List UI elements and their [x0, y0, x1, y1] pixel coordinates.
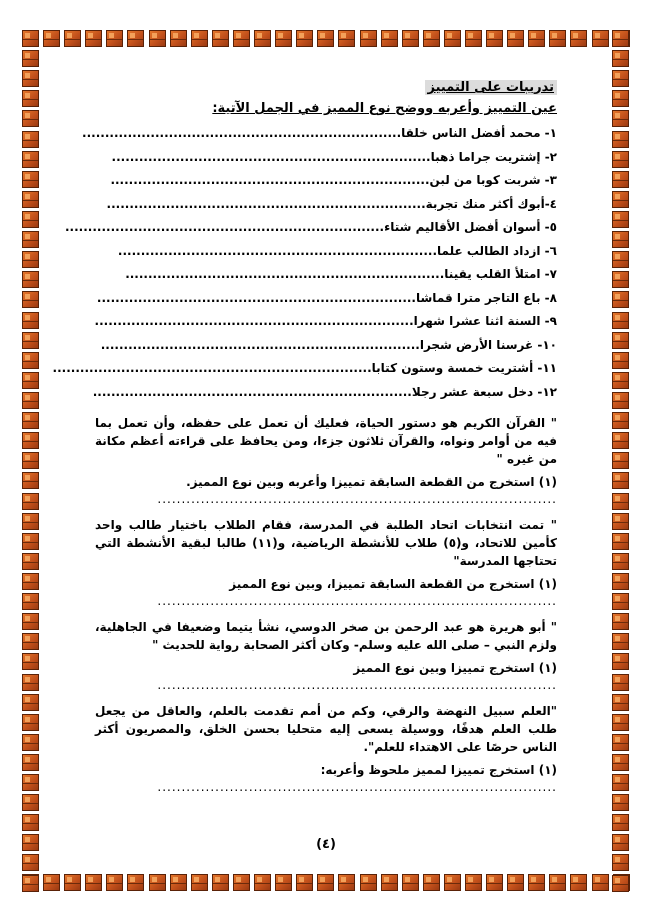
brick-icon	[43, 30, 60, 47]
brick-icon	[22, 50, 39, 67]
brick-icon	[254, 874, 271, 891]
brick-icon	[592, 30, 609, 47]
brick-icon	[254, 30, 271, 47]
brick-icon	[22, 30, 39, 47]
brick-icon	[22, 191, 39, 208]
brick-icon	[22, 171, 39, 188]
brick-icon	[360, 30, 377, 47]
brick-icon	[402, 30, 419, 47]
exercise-item: ٨- باع التاجر مترا قماشا......................................................................	[96, 290, 557, 305]
brick-icon	[612, 714, 629, 731]
brick-icon	[22, 211, 39, 228]
brick-icon	[22, 593, 39, 610]
brick-icon	[423, 874, 440, 891]
exercise-item: ١٢- دخل سبعة عشر رجلا......................................................................	[92, 384, 557, 399]
page-number: (٤)	[316, 837, 336, 852]
answer-line-1: ...................................................................................	[157, 492, 557, 506]
brick-icon	[612, 734, 629, 751]
brick-icon	[22, 291, 39, 308]
brick-icon	[612, 332, 629, 349]
brick-icon	[612, 110, 629, 127]
brick-icon	[170, 874, 187, 891]
brick-icon	[22, 432, 39, 449]
exercise-item: ١١- أشتريت خمسة وستون كتابا......................................................................	[52, 361, 557, 375]
brick-icon	[22, 513, 39, 530]
answer-line-3: ...................................................................................	[157, 678, 557, 692]
brick-icon	[22, 754, 39, 771]
brick-icon	[338, 874, 355, 891]
brick-icon	[444, 30, 461, 47]
brick-icon	[296, 30, 313, 47]
brick-icon	[612, 613, 629, 630]
brick-icon	[127, 30, 144, 47]
brick-icon	[507, 874, 524, 891]
exercise-list	[52, 122, 557, 404]
brick-icon	[191, 874, 208, 891]
brick-icon	[612, 472, 629, 489]
brick-icon	[106, 30, 123, 47]
brick-icon	[22, 734, 39, 751]
brick-icon	[85, 874, 102, 891]
brick-icon	[528, 874, 545, 891]
exercise-item: ٢- إشتريت جراما ذهبا......................................................................	[111, 149, 557, 164]
worksheet-title: تدريبات على التمييز	[425, 80, 557, 95]
brick-icon	[612, 754, 629, 771]
brick-icon	[549, 874, 566, 891]
brick-icon	[22, 131, 39, 148]
brick-icon	[296, 874, 313, 891]
brick-icon	[612, 432, 629, 449]
brick-icon	[212, 874, 229, 891]
exercise-item: ٥- أسوان أفضل الأقاليم شتاء......................................................................	[65, 220, 557, 234]
brick-icon	[612, 372, 629, 389]
brick-icon	[22, 372, 39, 389]
instruction-heading: عين التمييز وأعربه ووضح نوع المميز في الجمل الآتية:	[212, 101, 557, 116]
brick-icon	[22, 694, 39, 711]
exercise-item: ٧- امتلأ القلب يقينا......................................................................	[125, 267, 557, 281]
brick-icon	[612, 774, 629, 791]
passage-3: " أبو هريرة هو عبد الرحمن بن صخر الدوسي، نشأ يتيما وضعيفا في الجاهلية، ولزم النبي – صلى الله عليه وسلم- وكان أكثر الصحابة رواية للحديث "	[95, 620, 557, 652]
brick-icon	[317, 874, 334, 891]
brick-icon	[22, 794, 39, 811]
brick-icon	[612, 452, 629, 469]
brick-icon	[22, 875, 39, 892]
brick-icon	[612, 392, 629, 409]
brick-icon	[22, 613, 39, 630]
brick-icon	[592, 874, 609, 891]
brick-icon	[22, 452, 39, 469]
brick-icon	[612, 251, 629, 268]
border-top	[22, 30, 630, 48]
question-3: (١) استخرج تمييزا وبين نوع المميز	[353, 661, 557, 675]
brick-icon	[22, 70, 39, 87]
exercise-item: ١- محمد أفضل الناس خلقا......................................................................	[82, 126, 557, 140]
brick-icon	[22, 251, 39, 268]
brick-icon	[612, 191, 629, 208]
brick-icon	[612, 412, 629, 429]
brick-icon	[22, 854, 39, 871]
exercise-item: ١٠- غرسنا الأرض شجرا......................................................................	[100, 337, 557, 352]
brick-icon	[612, 30, 629, 47]
brick-icon	[275, 874, 292, 891]
brick-icon	[22, 573, 39, 590]
brick-icon	[191, 30, 208, 47]
brick-icon	[612, 794, 629, 811]
brick-icon	[22, 714, 39, 731]
brick-icon	[612, 70, 629, 87]
brick-icon	[22, 332, 39, 349]
brick-icon	[465, 30, 482, 47]
brick-icon	[22, 553, 39, 570]
brick-icon	[402, 874, 419, 891]
brick-icon	[612, 573, 629, 590]
brick-icon	[275, 30, 292, 47]
brick-icon	[43, 874, 60, 891]
brick-icon	[528, 30, 545, 47]
border-left	[22, 30, 40, 892]
answer-line-2: ...................................................................................	[157, 594, 557, 608]
brick-icon	[22, 774, 39, 791]
brick-icon	[612, 352, 629, 369]
exercise-item: ٩- السنة اثنا عشرا شهرا......................................................................	[94, 314, 557, 328]
brick-icon	[486, 874, 503, 891]
brick-icon	[612, 854, 629, 871]
brick-icon	[612, 211, 629, 228]
brick-icon	[465, 874, 482, 891]
question-1: (١) استخرج من القطعة السابقة تمييزا وأعربه وبين نوع المميز.	[186, 475, 557, 489]
brick-icon	[423, 30, 440, 47]
brick-icon	[212, 30, 229, 47]
brick-icon	[233, 874, 250, 891]
brick-icon	[549, 30, 566, 47]
brick-icon	[22, 674, 39, 691]
brick-icon	[612, 312, 629, 329]
worksheet-content	[52, 76, 557, 794]
brick-icon	[612, 533, 629, 550]
brick-icon	[22, 653, 39, 670]
brick-icon	[22, 633, 39, 650]
brick-icon	[22, 472, 39, 489]
brick-icon	[444, 874, 461, 891]
brick-icon	[22, 90, 39, 107]
brick-icon	[127, 874, 144, 891]
answer-line-4: ...................................................................................	[157, 780, 557, 794]
passage-4: "العلم سبيل النهضة والرقي، وكم من أمم تقدمت بالعلم، والعاقل من يجعل طلب العلم هدفًا، ووسيلة يسعى إليه متحليا بحسن الخلق، والمصريون أكثر الناس حرصًا على الاهتداء للعلم".	[95, 704, 557, 754]
brick-icon	[612, 653, 629, 670]
question-2: (١) استخرج من القطعة السابقة تمييزا، وبين نوع المميز	[229, 577, 557, 591]
exercise-item: ٤-أبوك أكثر منك تجربة......................................................................	[106, 196, 557, 211]
brick-icon	[612, 151, 629, 168]
brick-icon	[22, 231, 39, 248]
brick-icon	[570, 874, 587, 891]
brick-icon	[570, 30, 587, 47]
brick-icon	[486, 30, 503, 47]
exercise-item: ٣- شربت كوبا من لبن......................................................................	[110, 173, 557, 187]
brick-icon	[338, 30, 355, 47]
brick-icon	[22, 493, 39, 510]
brick-icon	[612, 291, 629, 308]
brick-icon	[612, 814, 629, 831]
brick-icon	[22, 110, 39, 127]
brick-icon	[22, 533, 39, 550]
brick-icon	[64, 30, 81, 47]
brick-icon	[612, 90, 629, 107]
brick-icon	[360, 874, 377, 891]
brick-icon	[22, 814, 39, 831]
passage-1: " القرآن الكريم هو دستور الحياة، فعليك أن تعمل على حفظه، وأن تعمل بما فيه من أوامر ونواه، والقرآن ثلاثون جزءا، ومن يحافظ على قراءته أعظم مكانة من غيره "	[95, 416, 557, 466]
brick-icon	[22, 392, 39, 409]
brick-icon	[612, 513, 629, 530]
brick-icon	[507, 30, 524, 47]
brick-icon	[22, 271, 39, 288]
brick-icon	[612, 493, 629, 510]
passage-2: " تمت انتخابات اتحاد الطلبة في المدرسة، فقام الطلاب باختيار طالب واحد كأمين للاتحاد، و(٥) طلاب للأنشطة الرياضية، و(١١) طالبا لبقية الأنشطة التي تحتاجها المدرسة"	[95, 518, 557, 568]
brick-icon	[612, 271, 629, 288]
brick-icon	[22, 151, 39, 168]
brick-icon	[22, 412, 39, 429]
brick-icon	[22, 312, 39, 329]
brick-icon	[612, 593, 629, 610]
brick-icon	[612, 171, 629, 188]
brick-icon	[381, 30, 398, 47]
brick-icon	[612, 231, 629, 248]
brick-icon	[149, 874, 166, 891]
brick-icon	[106, 874, 123, 891]
brick-icon	[612, 674, 629, 691]
brick-icon	[170, 30, 187, 47]
question-4: (١) استخرج تمييزا لمميز ملحوظ وأعربه:	[320, 763, 557, 777]
brick-icon	[612, 633, 629, 650]
border-right	[612, 30, 630, 892]
exercise-item: ٦- ازداد الطالب علما......................................................................	[117, 243, 557, 258]
brick-icon	[64, 874, 81, 891]
brick-icon	[317, 30, 334, 47]
brick-icon	[381, 874, 398, 891]
brick-icon	[612, 553, 629, 570]
brick-icon	[22, 352, 39, 369]
brick-icon	[233, 30, 250, 47]
brick-icon	[149, 30, 166, 47]
border-bottom	[22, 874, 630, 892]
brick-icon	[612, 875, 629, 892]
brick-icon	[612, 694, 629, 711]
brick-icon	[612, 131, 629, 148]
brick-icon	[612, 50, 629, 67]
brick-icon	[85, 30, 102, 47]
